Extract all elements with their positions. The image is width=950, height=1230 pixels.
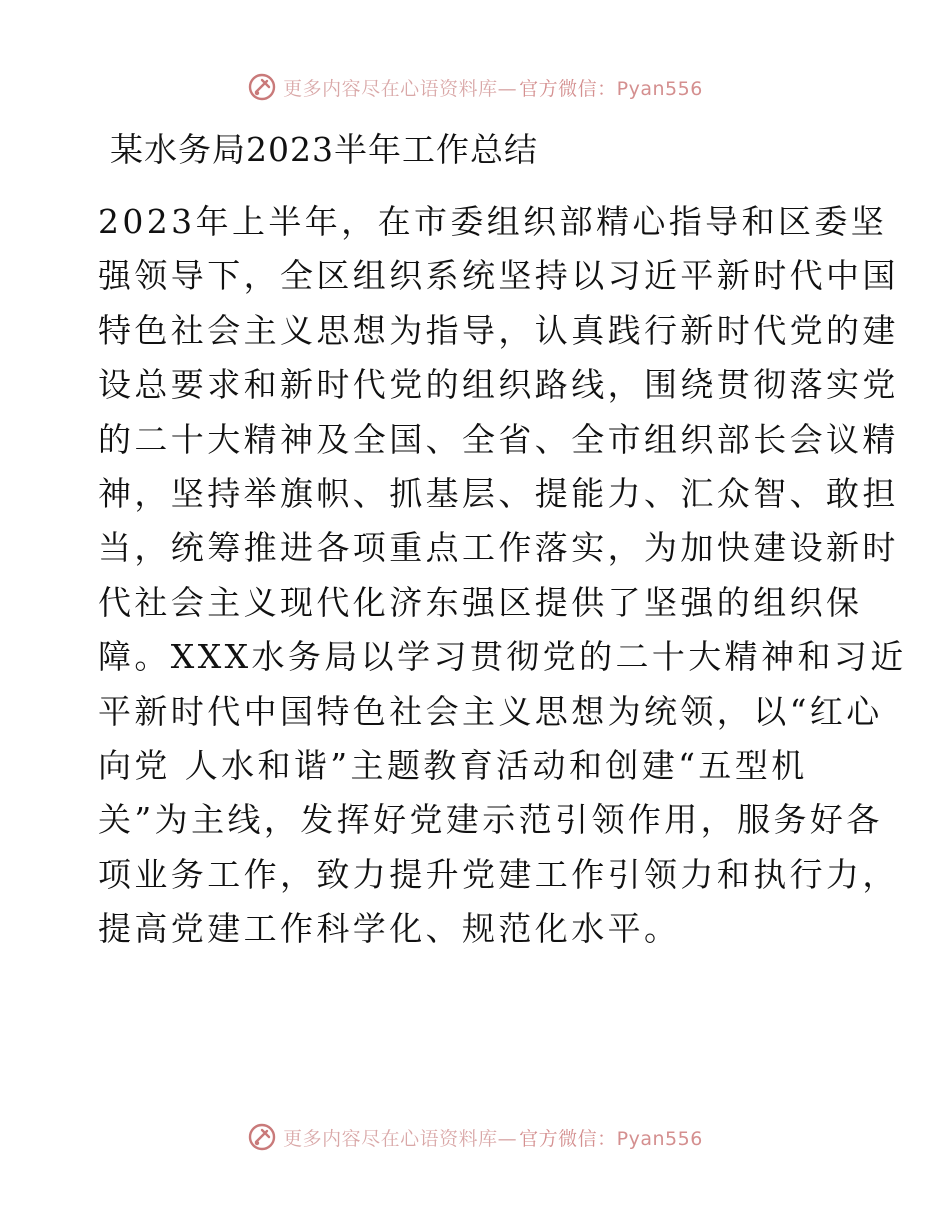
body-line: 障。XXX水务局以学习贯彻党的二十大精神和习近	[98, 637, 907, 677]
body-line: 平新时代中国特色社会主义思想为统领，以“红心	[98, 691, 883, 731]
body-line: 代社会主义现代化济东强区提供了坚强的组织保	[98, 582, 863, 622]
body-line: 强领导下，全区组织系统坚持以习近平新时代中国	[98, 256, 899, 296]
banner-wechat-text: 官方微信：Pyan556	[519, 1127, 703, 1150]
banner-main-text: 更多内容尽在心语资料库—	[283, 1127, 518, 1150]
document-title: 某水务局2023半年工作总结	[110, 130, 538, 169]
document-body	[98, 195, 907, 956]
body-line: 当，统筹推进各项重点工作落实，为加快建设新时	[98, 528, 899, 568]
banner-wechat-text: 官方微信：Pyan556	[519, 77, 703, 100]
body-line: 设总要求和新时代党的组织路线，围绕贯彻落实党	[98, 365, 899, 405]
body-line: 的二十大精神及全国、全省、全市组织部长会议精	[98, 419, 899, 459]
banner-main-text: 更多内容尽在心语资料库—	[283, 77, 518, 100]
body-line: 提高党建工作科学化、规范化水平。	[98, 909, 681, 949]
body-line: 特色社会主义思想为指导，认真践行新时代党的建	[98, 310, 899, 350]
body-line: 关”为主线，发挥好党建示范引领作用，服务好各	[98, 800, 883, 840]
body-line: 2023年上半年，在市委组织部精心指导和区委坚	[98, 202, 888, 241]
body-line: 项业务工作，致力提升党建工作引领力和执行力，	[98, 854, 899, 894]
seal-logo-icon	[247, 72, 277, 102]
seal-logo-icon	[247, 1122, 277, 1152]
body-line: 神，坚持举旗帜、抓基层、提能力、汇众智、敢担	[98, 473, 899, 513]
header-banner	[0, 72, 950, 102]
body-line: 向党 人水和谐”主题教育活动和创建“五型机	[98, 745, 808, 785]
footer-banner	[0, 1122, 950, 1152]
